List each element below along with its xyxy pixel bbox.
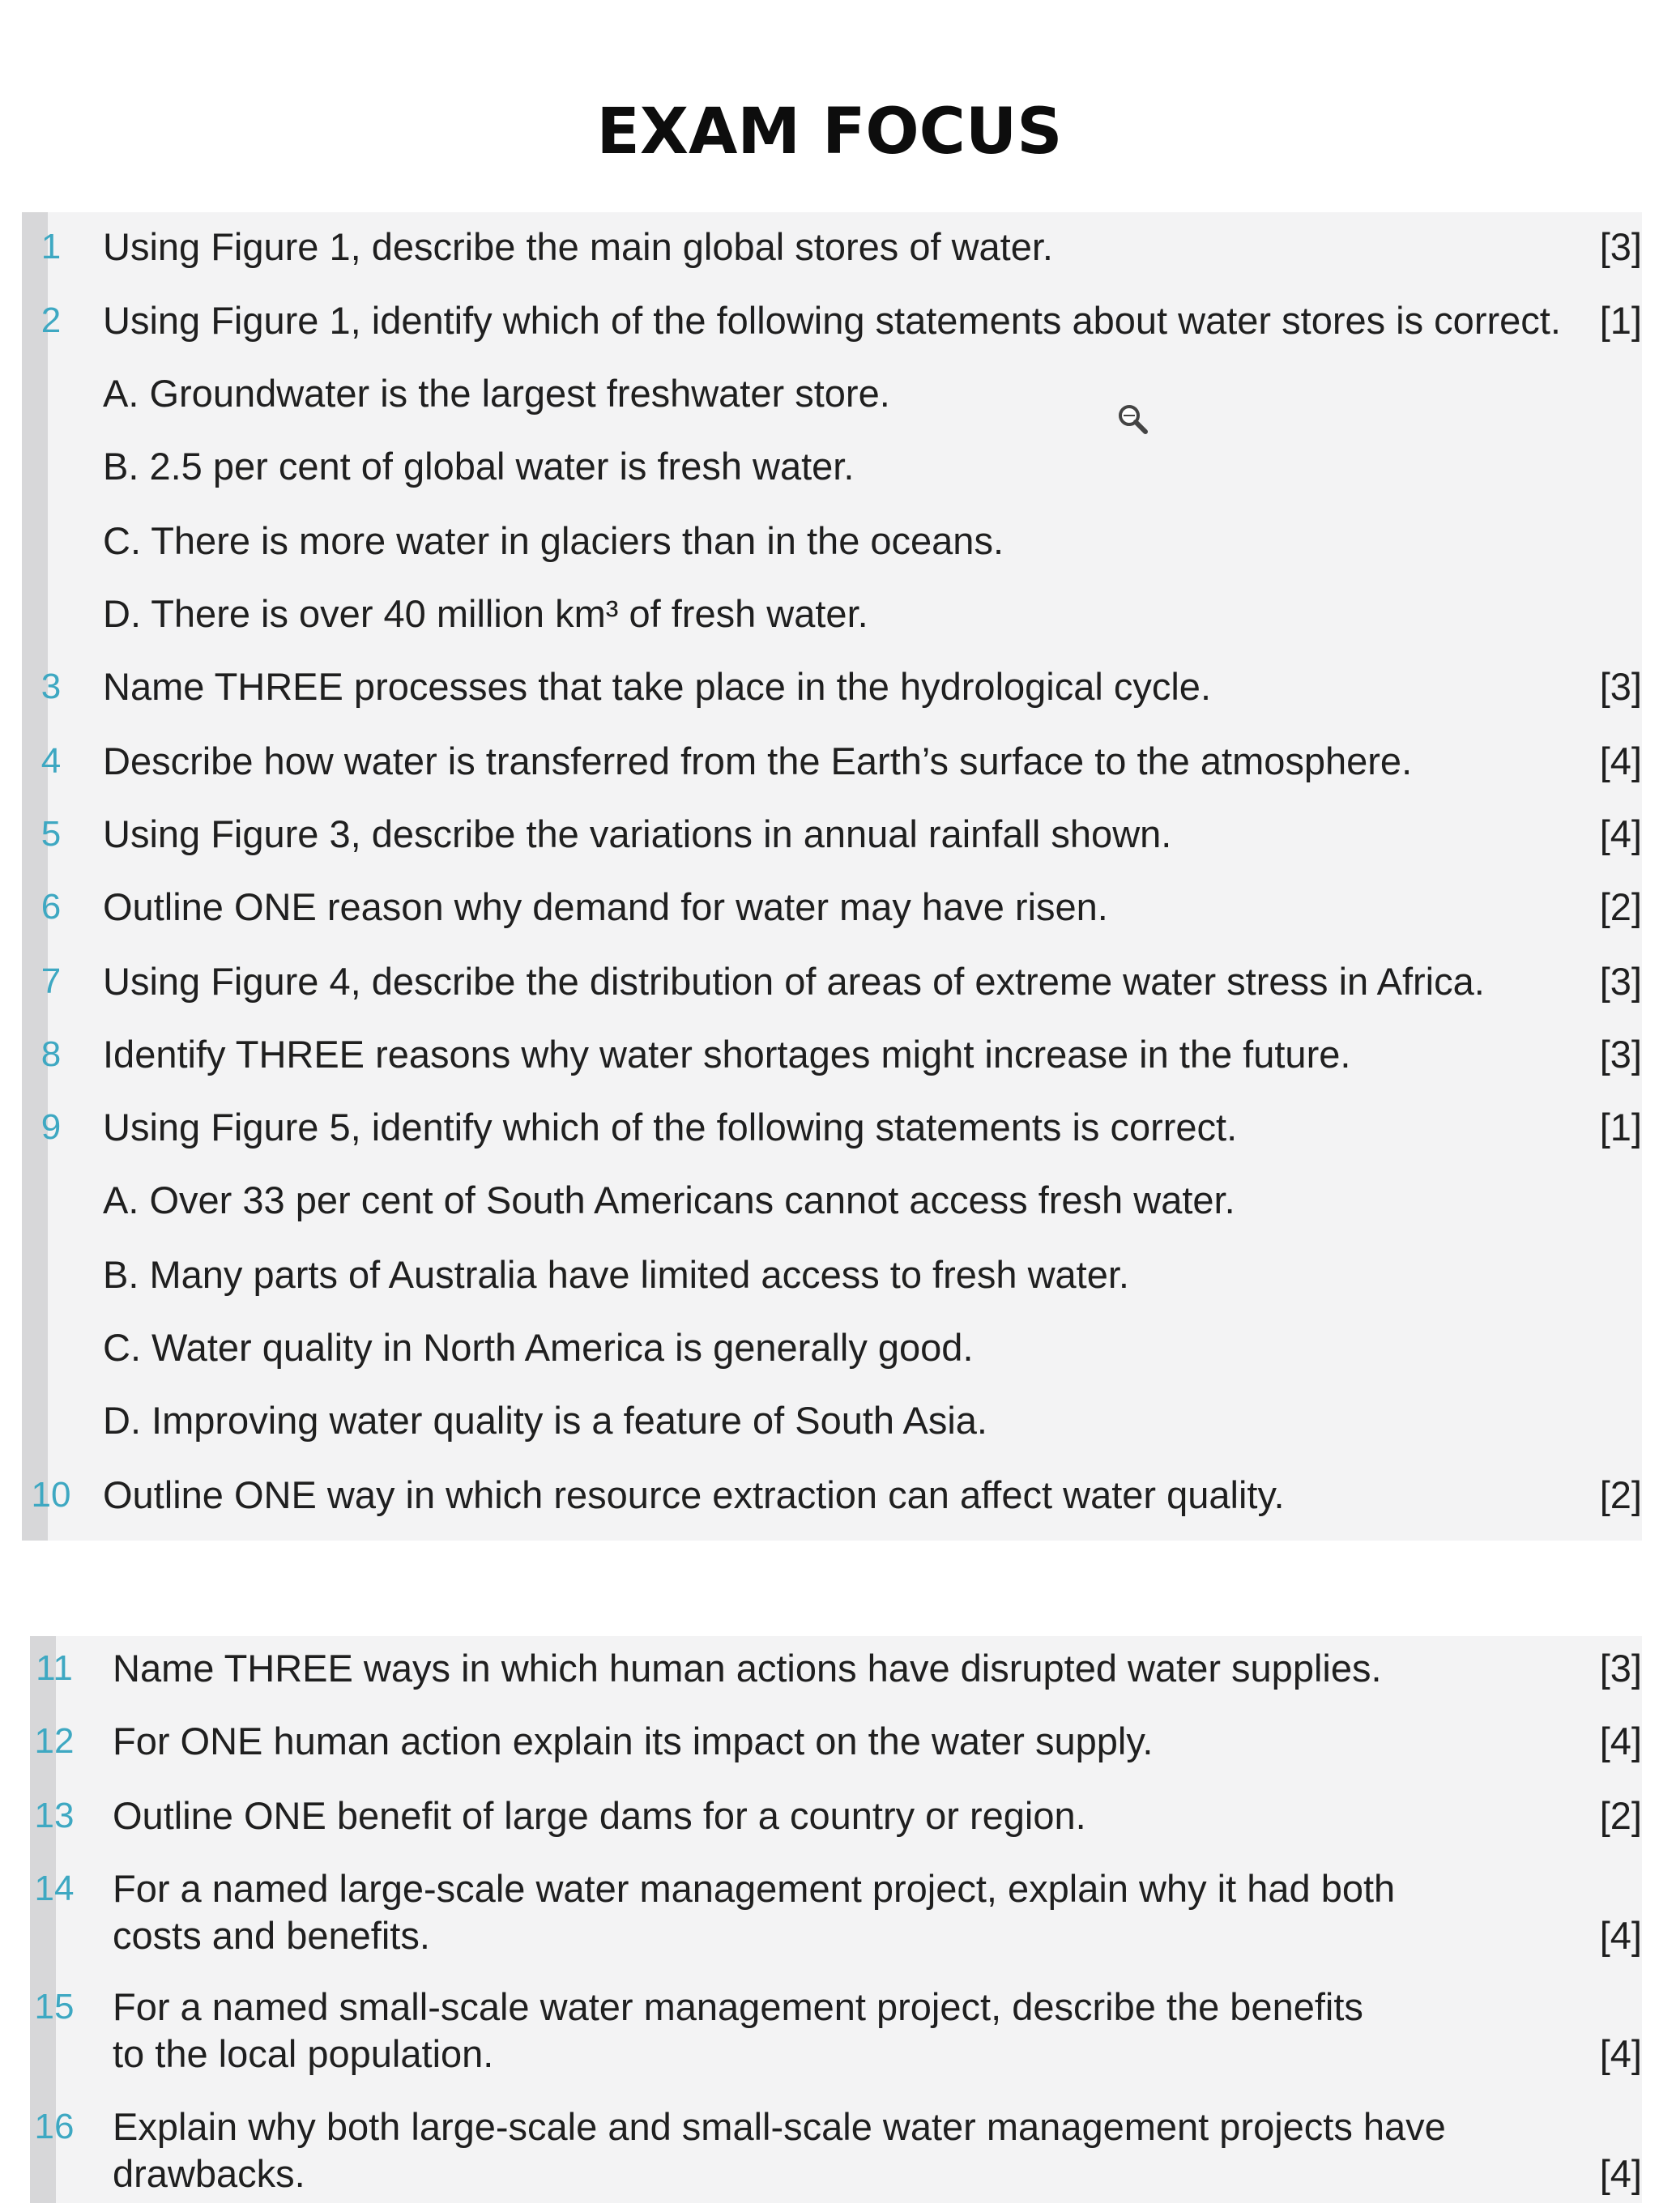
question-marks: [2] bbox=[1599, 1473, 1642, 1516]
question-marks: [4] bbox=[1599, 2032, 1642, 2075]
question-15 bbox=[30, 1984, 1642, 2082]
question-text: Using Figure 1, describe the main global stores of water. bbox=[103, 225, 1053, 268]
question-marks: [3] bbox=[1599, 1033, 1642, 1076]
option-text: D. Improving water quality is a feature of South Asia. bbox=[103, 1399, 987, 1442]
question-marks: [4] bbox=[1599, 1914, 1642, 1957]
question-text: Outline ONE reason why demand for water may have risen. bbox=[103, 885, 1108, 928]
question-number: 7 bbox=[41, 961, 62, 1001]
question-marks: [3] bbox=[1599, 960, 1642, 1003]
question-text: For a named large-scale water management project, explain why it had both bbox=[113, 1867, 1396, 1910]
question-text: Name THREE ways in which human actions have disrupted water supplies. bbox=[113, 1647, 1382, 1690]
question-number: 16 bbox=[34, 2107, 75, 2146]
question-marks: [4] bbox=[1599, 739, 1642, 782]
question-marks: [4] bbox=[1599, 1720, 1642, 1762]
question-text: Using Figure 3, describe the variations in annual rainfall shown. bbox=[103, 812, 1172, 855]
option-text: C. There is more water in glaciers than in the oceans. bbox=[103, 519, 1004, 562]
question-number: 6 bbox=[41, 887, 62, 927]
question-number: 12 bbox=[34, 1721, 75, 1761]
panel-left-bar bbox=[22, 212, 48, 1541]
question-panel-1 bbox=[22, 212, 1642, 1541]
question-panel-2 bbox=[30, 1636, 1642, 2203]
question-text: For a named small-scale water management project, describe the benefits bbox=[113, 1985, 1363, 2028]
question-number: 11 bbox=[36, 1648, 73, 1688]
question-number: 3 bbox=[41, 667, 62, 706]
question-number: 2 bbox=[41, 300, 62, 340]
option-text: C. Water quality in North America is generally good. bbox=[103, 1326, 974, 1369]
option-text: B. 2.5 per cent of global water is fresh water. bbox=[103, 445, 855, 488]
question-marks: [1] bbox=[1599, 299, 1642, 342]
question-marks: [3] bbox=[1599, 225, 1642, 268]
option-text: B. Many parts of Australia have limited access to fresh water. bbox=[103, 1253, 1129, 1296]
question-marks: [4] bbox=[1599, 812, 1642, 855]
question-text: Using Figure 5, identify which of the following statements is correct. bbox=[103, 1106, 1238, 1149]
question-number: 4 bbox=[41, 741, 62, 781]
option-text: D. There is over 40 million km³ of fresh water. bbox=[103, 592, 868, 635]
question-number: 5 bbox=[41, 814, 62, 854]
question-marks: [3] bbox=[1599, 665, 1642, 708]
question-text-line2: drawbacks. bbox=[113, 2152, 305, 2195]
question-text: For ONE human action explain its impact on the water supply. bbox=[113, 1720, 1154, 1762]
question-number: 13 bbox=[34, 1796, 75, 1835]
question-marks: [1] bbox=[1599, 1106, 1642, 1149]
question-number: 15 bbox=[34, 1987, 75, 2027]
question-text: Using Figure 1, identify which of the following statements about water stores is correct. bbox=[103, 299, 1561, 342]
question-14 bbox=[30, 1866, 1642, 1963]
question-number: 9 bbox=[41, 1107, 62, 1147]
question-text: Name THREE processes that take place in the hydrological cycle. bbox=[103, 665, 1212, 708]
question-text: Using Figure 4, describe the distribution of areas of extreme water stress in Africa. bbox=[103, 960, 1485, 1003]
question-16 bbox=[30, 2104, 1642, 2201]
question-marks: [4] bbox=[1599, 2152, 1642, 2195]
question-number: 14 bbox=[34, 1869, 75, 1908]
question-number: 8 bbox=[41, 1034, 62, 1074]
question-text-line2: to the local population. bbox=[113, 2032, 494, 2075]
page-title: EXAM FOCUS bbox=[596, 96, 1063, 168]
question-marks: [3] bbox=[1599, 1647, 1642, 1690]
option-text: A. Groundwater is the largest freshwater store. bbox=[103, 372, 890, 415]
question-text-line2: costs and benefits. bbox=[113, 1914, 430, 1957]
question-marks: [2] bbox=[1599, 885, 1642, 928]
question-text: Identify THREE reasons why water shortages might increase in the future. bbox=[103, 1033, 1351, 1076]
magnifier-icon bbox=[1116, 403, 1149, 435]
question-text: Outline ONE way in which resource extraction can affect water quality. bbox=[103, 1473, 1285, 1516]
question-marks: [2] bbox=[1599, 1794, 1642, 1837]
question-number: 10 bbox=[31, 1475, 71, 1515]
question-text: Outline ONE benefit of large dams for a country or region. bbox=[113, 1794, 1086, 1837]
option-text: A. Over 33 per cent of South Americans cannot access fresh water. bbox=[103, 1178, 1235, 1221]
question-text: Explain why both large-scale and small-scale water management projects have bbox=[113, 2105, 1446, 2148]
question-text: Describe how water is transferred from the Earth’s surface to the atmosphere. bbox=[103, 739, 1413, 782]
question-number: 1 bbox=[41, 227, 62, 266]
